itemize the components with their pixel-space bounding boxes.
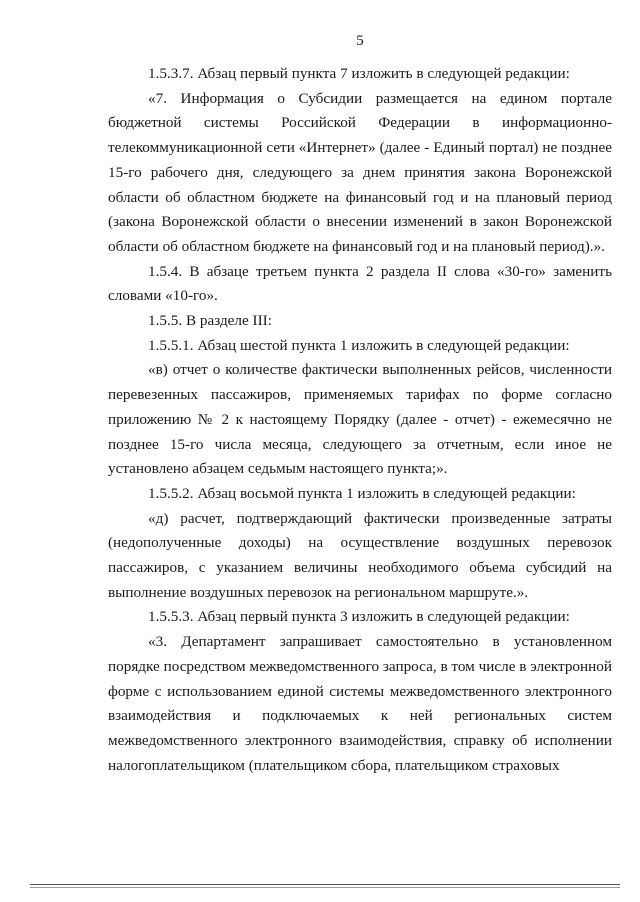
bottom-rule	[30, 884, 620, 885]
paragraph-item-v-text: «в) отчет о количестве фактически выполненных рейсов, численности перевезенных пассажиров, применяемых тарифах по форме согласно приложению № 2 к настоящему Порядку (далее - отчет) - ежемесячно не позднее 15-го числа месяца, следующего за отчетным, если иное не установлено абзацем седьмым настоящего пункта;».	[108, 361, 612, 478]
bottom-rule-secondary	[30, 887, 620, 888]
paragraph-item-3-text: «3. Департамент запрашивает самостоятельно в установленном порядке посредством межведомственного запроса, в том числе в электронной форме с использованием единой системы межведомственного электронного взаимодействия и подключаемых к ней региональных систем межведомственного электронного взаимодействия, справку об исполнении налогоплательщиком (плательщиком сбора, плательщиком страховых	[108, 633, 612, 774]
paragraph-1-5-5-1: 1.5.5.1. Абзац шестой пункта 1 изложить в следующей редакции:	[148, 336, 570, 354]
paragraph-1-5-4: 1.5.4. В абзаце третьем пункта 2 раздела II слова «30-го» заменить словами «10-го».	[108, 262, 612, 305]
paragraph-1-5-5: 1.5.5. В разделе III:	[148, 312, 272, 330]
paragraph-item-d-text: «д) расчет, подтверждающий фактически произведенные затраты (недополученные доходы) на осуществление воздушных перевозок пассажиров, с указанием величины необходимого объема субсидий на выполнение воздушных перевозок на региональном маршруте.».	[108, 509, 612, 601]
paragraph-item-7-text: «7. Информация о Субсидии размещается на едином портале бюджетной системы Российской Федерации в информационно-телекоммуникационной сети «Интернет» (далее - Единый портал) не позднее 15-го рабочего дня, следующего за днем принятия закона Воронежской области об областном бюджете на финансовый год и на плановый период (закона Воронежской области о внесении изменений в закон Воронежской области об областном бюджете на финансовый год и на плановый период).».	[108, 89, 612, 255]
paragraph-1-5-5-2: 1.5.5.2. Абзац восьмой пункта 1 изложить в следующей редакции:	[148, 484, 576, 502]
document-body	[108, 62, 612, 778]
page-number: 5	[356, 33, 364, 49]
paragraph-1-5-5-3: 1.5.5.3. Абзац первый пункта 3 изложить в следующей редакции:	[148, 608, 570, 626]
paragraph-1-5-3-7: 1.5.3.7. Абзац первый пункта 7 изложить в следующей редакции:	[148, 65, 570, 82]
